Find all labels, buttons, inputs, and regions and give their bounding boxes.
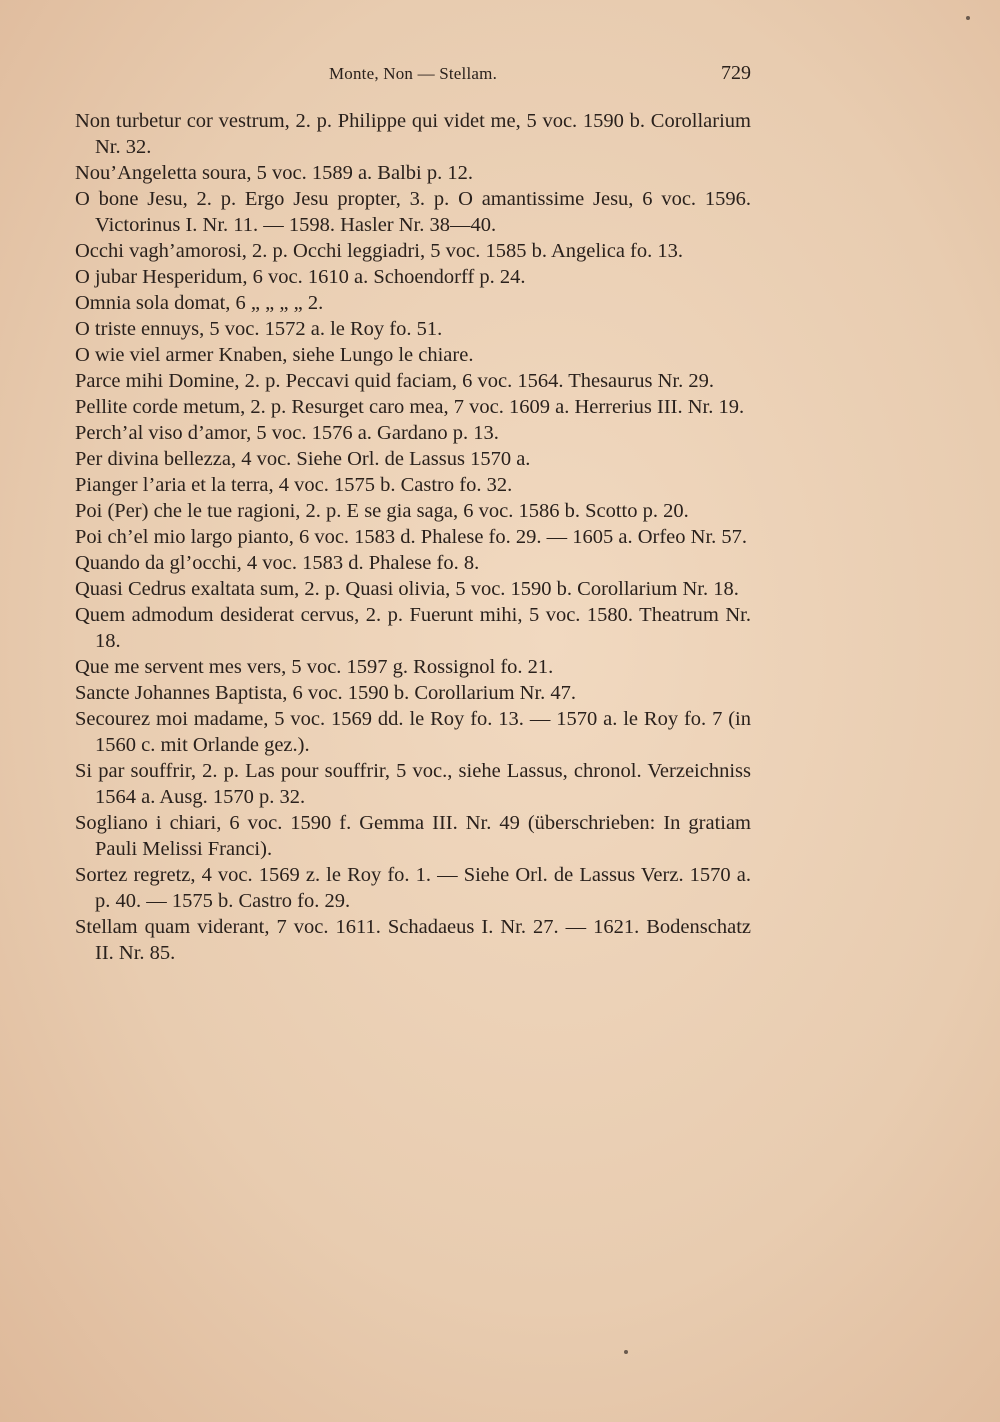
entry: Que me servent mes vers, 5 voc. 1597 g. Rossignol fo. 21.	[75, 656, 554, 678]
entry: Pianger l’aria et la terra, 4 voc. 1575 b. Castro fo. 32.	[75, 474, 513, 496]
ink-speck	[624, 1350, 628, 1354]
entry: Non turbetur cor vestrum, 2. p. Philippe qui videt me, 5 voc. 1590 b. Corollarium Nr. 32.	[75, 110, 751, 158]
entry: Poi ch’el mio largo pianto, 6 voc. 1583 d. Phalese fo. 29. — 1605 a. Orfeo Nr. 57.	[75, 526, 748, 548]
entry: Quando da gl’occhi, 4 voc. 1583 d. Phalese fo. 8.	[75, 552, 480, 574]
entry: Stellam quam viderant, 7 voc. 1611. Schadaeus I. Nr. 27. — 1621. Bodenschatz II. Nr. 85.	[75, 916, 751, 964]
entry: Quasi Cedrus exaltata sum, 2. p. Quasi olivia, 5 voc. 1590 b. Corollarium Nr. 18.	[75, 578, 739, 600]
page-number: 729	[721, 62, 751, 84]
entry: Secourez moi madame, 5 voc. 1569 dd. le Roy fo. 13. — 1570 a. le Roy fo. 7 (in 1560 c. mit Orlande gez.).	[75, 708, 751, 756]
entry: Per divina bellezza, 4 voc. Siehe Orl. de Lassus 1570 a.	[75, 448, 531, 470]
entry: Omnia sola domat, 6 „ „ „ „ 2.	[75, 292, 324, 314]
entry: Si par souffrir, 2. p. Las pour souffrir, 5 voc., siehe Lassus, chronol. Verzeichniss 1564 a. Ausg. 1570 p. 32.	[75, 760, 751, 808]
entry: Quem admodum desiderat cervus, 2. p. Fuerunt mihi, 5 voc. 1580. Theatrum Nr. 18.	[75, 604, 751, 652]
entry: Sancte Johannes Baptista, 6 voc. 1590 b. Corollarium Nr. 47.	[75, 682, 577, 704]
entry: Poi (Per) che le tue ragioni, 2. p. E se gia saga, 6 voc. 1586 b. Scotto p. 20.	[75, 500, 689, 522]
entry: Sortez regretz, 4 voc. 1569 z. le Roy fo. 1. — Siehe Orl. de Lassus Verz. 1570 a. p. 40. — 1575 b. Castro fo. 29.	[75, 864, 751, 912]
entry: Perch’al viso d’amor, 5 voc. 1576 a. Gardano p. 13.	[75, 422, 499, 444]
ink-speck	[966, 16, 970, 20]
entry: Occhi vagh’amorosi, 2. p. Occhi leggiadri, 5 voc. 1585 b. Angelica fo. 13.	[75, 240, 684, 262]
entry: Sogliano i chiari, 6 voc. 1590 f. Gemma III. Nr. 49 (überschrieben: In gratiam Pauli Melissi Franci).	[75, 812, 751, 860]
entry: O wie viel armer Knaben, siehe Lungo le chiare.	[75, 344, 474, 366]
entry: Pellite corde metum, 2. p. Resurget caro mea, 7 voc. 1609 a. Herrerius III. Nr. 19.	[75, 396, 745, 418]
page-header	[75, 62, 751, 92]
running-title: Monte, Non — Stellam.	[328, 64, 498, 83]
entry: O jubar Hesperidum, 6 voc. 1610 a. Schoendorff p. 24.	[75, 266, 526, 288]
entry-list	[75, 108, 751, 966]
entry: O bone Jesu, 2. p. Ergo Jesu propter, 3. p. O amantissime Jesu, 6 voc. 1596. Victorinus I. Nr. 11. — 1598. Hasler Nr. 38—40.	[75, 188, 751, 236]
entry: Parce mihi Domine, 2. p. Peccavi quid faciam, 6 voc. 1564. Thesaurus Nr. 29.	[75, 370, 714, 392]
entry: O triste ennuys, 5 voc. 1572 a. le Roy fo. 51.	[75, 318, 443, 340]
entry: Nou’Angeletta soura, 5 voc. 1589 a. Balbi p. 12.	[75, 162, 473, 184]
